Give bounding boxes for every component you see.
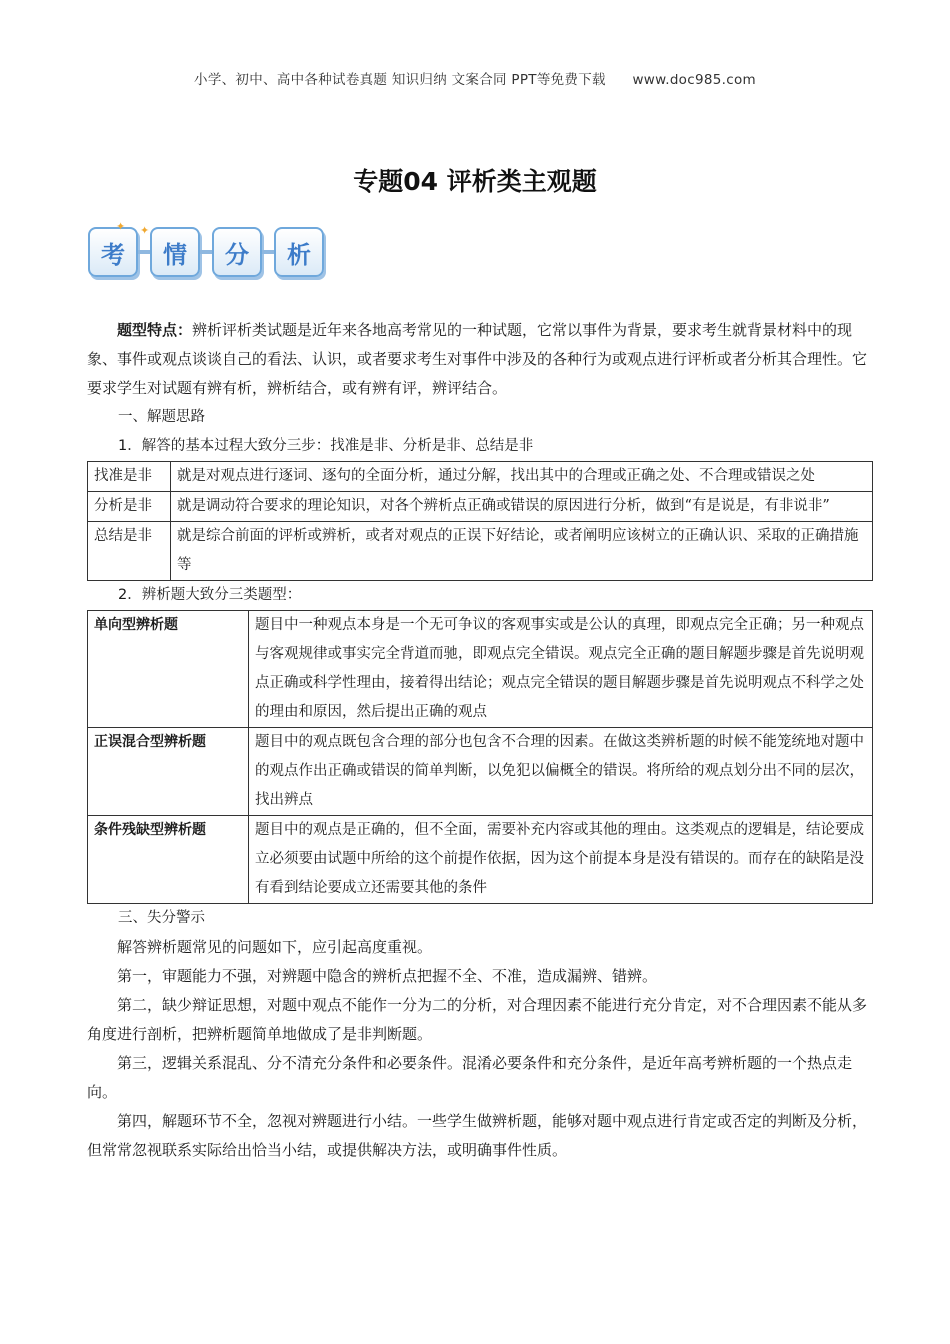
warning-paragraph: 第四，解题环节不全，忽视对辨题进行小结。一些学生做辨析题，能够对题中观点进行肯定或否定的判断及分析，但常常忽视联系实际给出恰当小结，或提供解决方法，或明确事件性质。 <box>87 1112 868 1159</box>
header-site[interactable]: www.doc985.com <box>632 72 756 88</box>
table-key: 找准是非 <box>88 462 171 492</box>
steps-table <box>87 461 873 581</box>
warning-paragraph: 第三，逻辑关系混乱、分不清充分条件和必要条件。混淆必要条件和充分条件，是近年高考辨析题的一个热点走向。 <box>87 1054 853 1101</box>
badge-char: 情 <box>150 227 200 277</box>
section-heading: 一、解题思路 <box>118 409 205 425</box>
section-heading: 三、失分警示 <box>118 910 205 926</box>
badge-char: 析 <box>274 227 324 277</box>
table-key: 总结是非 <box>88 522 171 581</box>
intro-label: 题型特点： <box>117 321 193 339</box>
main-content <box>87 316 873 1165</box>
badge-char: 考 <box>88 227 138 277</box>
header-text: 小学、初中、高中各种试卷真题 知识归纳 文案合同 PPT等免费下载 <box>194 72 606 88</box>
table-value: 题目中的观点是正确的，但不全面，需要补充内容或其他的理由。这类观点的逻辑是，结论要成立必须要由试题中所给的这个前提作依据，因为这个前提本身是没有错误的。而存在的缺陷是没有看到结论要成立还需要其他的条件 <box>249 816 873 904</box>
warning-paragraph: 第二，缺少辩证思想，对题中观点不能作一分为二的分析，对合理因素不能进行充分肯定，对不合理因素不能从多角度进行剖析，把辨析题简单地做成了是非判断题。 <box>87 996 868 1043</box>
table-value: 题目中的观点既包含合理的部分也包含不合理的因素。在做这类辨析题的时候不能笼统地对题中的观点作出正确或错误的简单判断，以免犯以偏概全的错误。将所给的观点划分出不同的层次，找出辨点 <box>249 728 873 816</box>
warning-paragraph: 第一，审题能力不强，对辨题中隐含的辨析点把握不全、不准，造成漏辨、错辨。 <box>117 967 658 985</box>
table-key: 条件残缺型辨析题 <box>88 816 249 904</box>
table-value: 就是综合前面的评析或辨析，或者对观点的正误下好结论，或者阐明应该树立的正确认识、采取的正确措施等 <box>171 522 873 581</box>
page-header <box>0 68 950 88</box>
sparkle-icon: ✦ <box>116 220 126 233</box>
table-key: 正误混合型辨析题 <box>88 728 249 816</box>
table-row <box>88 492 873 522</box>
table-row <box>88 462 873 492</box>
intro-text: 辨析评析类试题是近年来各地高考常见的一种试题，它常以事件为背景，要求考生就背景材料中的现象、事件或观点谈谈自己的看法、认识，或者要求考生对事件中涉及的各种行为或观点进行评析或者分析其合理性。它要求学生对试题有辨有析，辨析结合，或有辨有评，辨评结合。 <box>87 321 868 397</box>
sparkle-icon: ✦ <box>140 224 150 237</box>
table-value: 题目中一种观点本身是一个无可争议的客观事实或是公认的真理，即观点完全正确；另一种观点与客观规律或事实完全背道而驰，即观点完全错误。观点完全正确的题目解题步骤是首先说明观点正确或科学性理由，接着得出结论；观点完全错误的题目解题步骤是首先说明观点不科学之处的理由和原因，然后提出正确的观点 <box>249 611 873 728</box>
types-table <box>87 610 873 904</box>
step2-heading: 2．辨析题大致分三类题型： <box>118 587 302 603</box>
table-value: 就是对观点进行逐词、逐句的全面分析，通过分解，找出其中的合理或正确之处、不合理或错误之处 <box>171 462 873 492</box>
table-value: 就是调动符合要求的理论知识，对各个辨析点正确或错误的原因进行分析，做到“有是说是，有非说非” <box>171 492 873 522</box>
badge-char: 分 <box>212 227 262 277</box>
table-row <box>88 522 873 581</box>
page-title: 专题04 评析类主观题 <box>353 167 597 196</box>
table-row <box>88 611 873 728</box>
table-row <box>88 816 873 904</box>
step1-heading: 1．解答的基本过程大致分三步：找准是非、分析是非、总结是非 <box>118 438 534 454</box>
section-badge <box>88 220 324 278</box>
table-key: 分析是非 <box>88 492 171 522</box>
table-key: 单向型辨析题 <box>88 611 249 728</box>
intro-paragraph <box>87 316 873 403</box>
warning-paragraph: 解答辨析题常见的问题如下，应引起高度重视。 <box>117 938 433 956</box>
table-row <box>88 728 873 816</box>
